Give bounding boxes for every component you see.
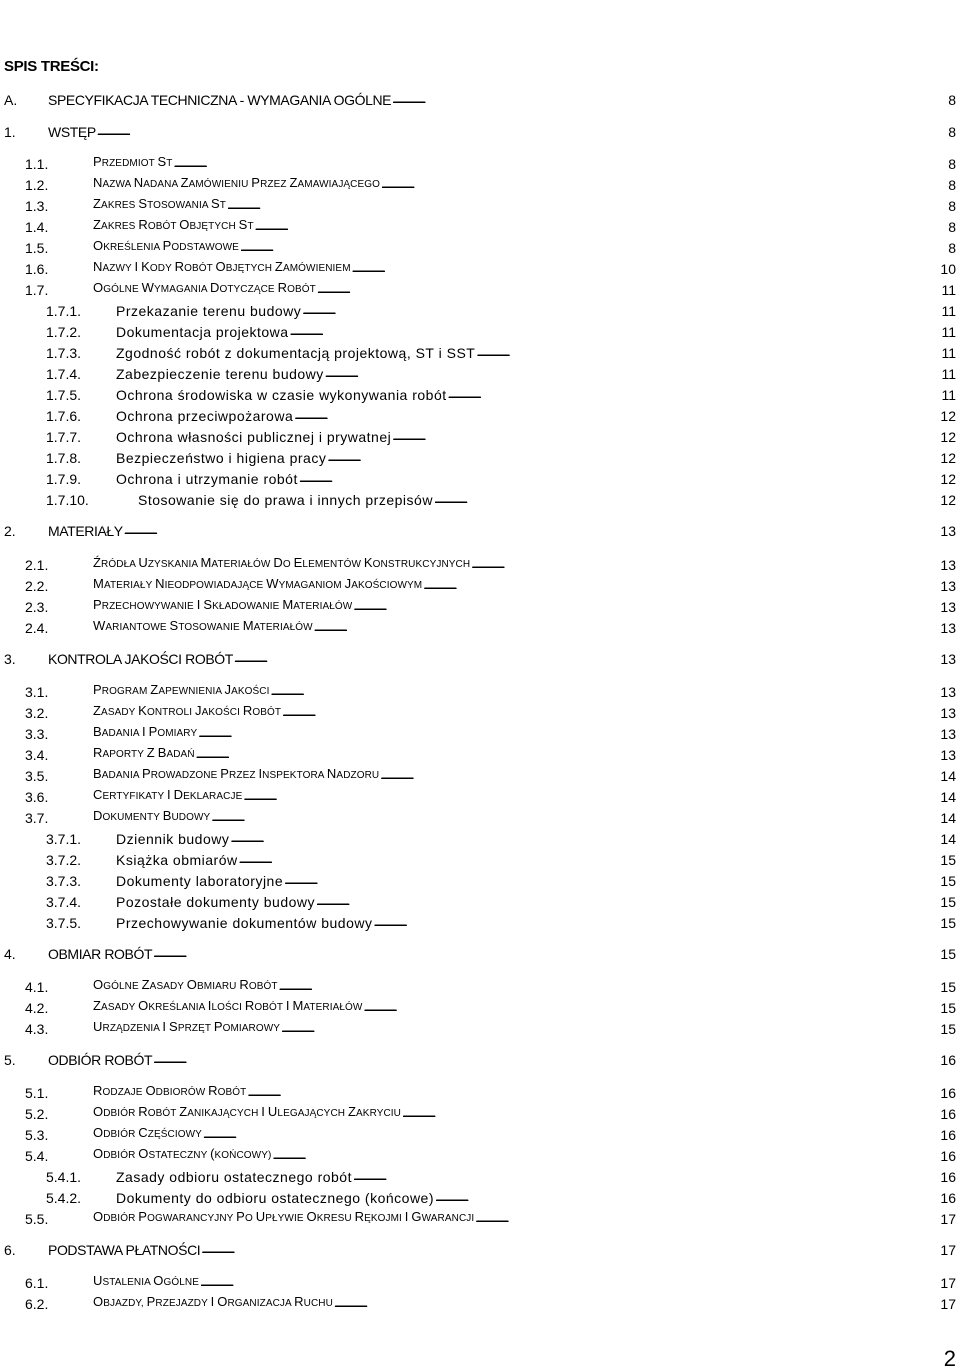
toc-entry-title: Dziennik budowy bbox=[116, 831, 230, 847]
toc-entry-page: 13 bbox=[940, 747, 956, 763]
toc-entry[interactable] bbox=[46, 869, 956, 889]
toc-entry-title: PRZECHOWYWANIE I SKŁADOWANIE MATERIAŁÓW bbox=[93, 597, 353, 612]
toc-entry-title: OGÓLNE WYMAGANIA DOTYCZĄCE ROBÓT bbox=[93, 280, 316, 295]
toc-entry-title: RODZAJE ODBIORÓW ROBÓT bbox=[93, 1083, 247, 1098]
toc-entry-title: Ochrona środowiska w czasie wykonywania robót bbox=[116, 387, 447, 403]
toc-leader-dots bbox=[234, 649, 939, 667]
toc-entry-title: Dokumenty laboratoryjne bbox=[116, 873, 284, 889]
toc-entry[interactable] bbox=[25, 257, 956, 277]
toc-entry-title: Ochrona i utrzymanie robót bbox=[116, 471, 298, 487]
toc-entry[interactable] bbox=[4, 519, 956, 539]
toc-entry-number: 5.3. bbox=[25, 1127, 49, 1143]
toc-entry-title: BADANIA I POMIARY bbox=[93, 724, 198, 739]
toc-entry-number: 1.7.8. bbox=[46, 450, 82, 466]
toc-title: SPIS TREŚCI: bbox=[4, 58, 99, 75]
toc-leader-dots bbox=[402, 1104, 938, 1122]
toc-entry-number: 3.7.5. bbox=[46, 915, 82, 931]
toc-entry-title: ZASADY KONTROLI JAKOŚCI ROBÓT bbox=[93, 703, 282, 718]
toc-entry-number: 2.4. bbox=[25, 620, 49, 636]
toc-entry[interactable] bbox=[46, 911, 956, 931]
toc-leader-dots bbox=[299, 469, 939, 487]
toc-entry[interactable] bbox=[25, 595, 956, 615]
toc-entry-page: 12 bbox=[940, 450, 956, 466]
toc-entry-number: 6.1. bbox=[25, 1275, 49, 1291]
toc-entry[interactable] bbox=[25, 152, 956, 172]
toc-entry-title: KONTROLA JAKOŚCI ROBÓT bbox=[48, 651, 233, 667]
toc-entry-number: 3.1. bbox=[25, 684, 49, 700]
toc-leader-dots bbox=[196, 745, 939, 763]
toc-leader-dots bbox=[363, 998, 938, 1016]
toc-leader-dots bbox=[174, 154, 947, 172]
toc-leader-dots bbox=[392, 90, 946, 108]
toc-entry-number: 5.4.2. bbox=[46, 1190, 82, 1206]
toc-leader-dots bbox=[471, 555, 938, 573]
toc-entry[interactable] bbox=[46, 425, 956, 445]
toc-leader-dots bbox=[203, 1125, 939, 1143]
toc-entry-title: ODBIÓR OSTATECZNY (KOŃCOWY) bbox=[93, 1146, 272, 1161]
toc-entry[interactable] bbox=[25, 743, 956, 763]
toc-entry[interactable] bbox=[4, 88, 956, 108]
toc-entry[interactable] bbox=[25, 1292, 956, 1312]
toc-entry-page: 13 bbox=[940, 599, 956, 615]
toc-leader-dots bbox=[290, 322, 940, 340]
toc-leader-dots bbox=[153, 1050, 938, 1068]
toc-leader-dots bbox=[243, 787, 938, 805]
toc-entry-page: 16 bbox=[940, 1148, 956, 1164]
toc-entry[interactable] bbox=[46, 1165, 956, 1185]
toc-entry-title: Ochrona własności publicznej i prywatnej bbox=[116, 429, 392, 445]
toc-entry-number: 1.7. bbox=[25, 282, 49, 298]
toc-entry-page: 15 bbox=[940, 1021, 956, 1037]
toc-entry[interactable] bbox=[25, 1144, 956, 1164]
toc-entry[interactable] bbox=[25, 1102, 956, 1122]
toc-entry[interactable] bbox=[25, 680, 956, 700]
toc-leader-dots bbox=[124, 521, 939, 539]
toc-entry[interactable] bbox=[25, 1207, 956, 1227]
toc-entry-page: 11 bbox=[941, 345, 956, 361]
toc-entry-number: 3.7.4. bbox=[46, 894, 82, 910]
toc-entry-page: 11 bbox=[941, 366, 956, 382]
toc-entry-page: 15 bbox=[940, 946, 956, 962]
toc-entry[interactable] bbox=[46, 299, 956, 319]
toc-entry-page: 15 bbox=[940, 894, 956, 910]
toc-entry-title: Ochrona przeciwpożarowa bbox=[116, 408, 294, 424]
toc-entry-number: 1.7.3. bbox=[46, 345, 82, 361]
toc-entry-number: 1.5. bbox=[25, 240, 49, 256]
toc-entry[interactable] bbox=[25, 701, 956, 721]
toc-entry-number: 3.2. bbox=[25, 705, 49, 721]
page-number: 2 bbox=[943, 1346, 956, 1371]
toc-entry[interactable] bbox=[25, 194, 956, 214]
toc-entry-page: 13 bbox=[940, 684, 956, 700]
toc-entry-page: 12 bbox=[940, 471, 956, 487]
toc-entry[interactable] bbox=[25, 975, 956, 995]
toc-entry-page: 17 bbox=[940, 1275, 956, 1291]
toc-leader-dots bbox=[201, 1240, 938, 1258]
toc-entry-page: 13 bbox=[940, 651, 956, 667]
toc-leader-dots bbox=[352, 259, 939, 277]
toc-entry-number: 1.7.2. bbox=[46, 324, 82, 340]
toc-entry-title: RAPORTY Z BADAŃ bbox=[93, 745, 195, 760]
toc-entry-page: 16 bbox=[940, 1052, 956, 1068]
toc-leader-dots bbox=[294, 406, 938, 424]
toc-entry-title: PODSTAWA PŁATNOŚCI bbox=[48, 1242, 201, 1258]
toc-entry-number: 2.2. bbox=[25, 578, 49, 594]
toc-entry-number: A. bbox=[4, 92, 18, 108]
toc-entry-page: 13 bbox=[940, 557, 956, 573]
toc-leader-dots bbox=[240, 238, 946, 256]
toc-entry[interactable] bbox=[25, 996, 956, 1016]
toc-entry-number: 1.7.6. bbox=[46, 408, 82, 424]
toc-leader-dots bbox=[230, 829, 938, 847]
toc-entry-number: 5.4.1. bbox=[46, 1169, 82, 1185]
toc-entry-number: 3.5. bbox=[25, 768, 49, 784]
toc-entry[interactable] bbox=[46, 467, 956, 487]
toc-entry[interactable] bbox=[46, 362, 956, 382]
toc-entry[interactable] bbox=[25, 1081, 956, 1101]
toc-entry-number: 3.7.2. bbox=[46, 852, 82, 868]
toc-entry-title: Zasady odbioru ostatecznego robót bbox=[116, 1169, 352, 1185]
toc-entry-page: 8 bbox=[948, 198, 956, 214]
toc-entry-page: 15 bbox=[940, 915, 956, 931]
toc-entry-page: 15 bbox=[940, 873, 956, 889]
toc-leader-dots bbox=[316, 892, 938, 910]
toc-leader-dots bbox=[270, 682, 938, 700]
toc-entry-page: 11 bbox=[941, 387, 956, 403]
toc-entry-number: 3.3. bbox=[25, 726, 49, 742]
toc-leader-dots bbox=[302, 301, 939, 319]
toc-entry-title: SPECYFIKACJA TECHNICZNA - WYMAGANIA OGÓLNE bbox=[48, 92, 392, 108]
toc-entry-number: 1. bbox=[4, 124, 16, 140]
toc-leader-dots bbox=[434, 490, 938, 508]
toc-entry[interactable] bbox=[4, 1048, 956, 1068]
toc-entry-page: 12 bbox=[940, 429, 956, 445]
toc-entry-number: 5.1. bbox=[25, 1085, 49, 1101]
toc-entry-number: 1.3. bbox=[25, 198, 49, 214]
toc-leader-dots bbox=[282, 703, 938, 721]
toc-entry-number: 1.4. bbox=[25, 219, 49, 235]
toc-entry-title: MATERIAŁY NIEODPOWIADAJĄCE WYMAGANIOM JAKOŚCIOWYM bbox=[93, 576, 423, 591]
toc-leader-dots bbox=[198, 724, 938, 742]
toc-entry[interactable] bbox=[25, 722, 956, 742]
toc-entry[interactable] bbox=[4, 120, 956, 140]
toc-entry-number: 1.6. bbox=[25, 261, 49, 277]
toc-entry[interactable] bbox=[25, 785, 956, 805]
toc-entry-page: 14 bbox=[940, 831, 956, 847]
toc-entry-number: 3.6. bbox=[25, 789, 49, 805]
toc-leader-dots bbox=[279, 977, 939, 995]
toc-entry-number: 4.2. bbox=[25, 1000, 49, 1016]
toc-entry-number: 5.4. bbox=[25, 1148, 49, 1164]
toc-entry-page: 10 bbox=[940, 261, 956, 277]
toc-entry[interactable] bbox=[46, 1186, 956, 1206]
toc-entry-page: 14 bbox=[940, 768, 956, 784]
toc-entry[interactable] bbox=[46, 488, 956, 508]
toc-entry-number: 1.7.5. bbox=[46, 387, 82, 403]
toc-entry-title: ODBIÓR ROBÓT bbox=[48, 1052, 153, 1068]
toc-leader-dots bbox=[281, 1019, 938, 1037]
toc-entry-title: URZĄDZENIA I SPRZĘT POMIAROWY bbox=[93, 1019, 281, 1034]
toc-entry-title: Bezpieczeństwo i higiena pracy bbox=[116, 450, 327, 466]
toc-entry-title: CERTYFIKATY I DEKLARACJE bbox=[93, 787, 243, 802]
toc-entry[interactable] bbox=[25, 278, 956, 298]
toc-entry-page: 12 bbox=[940, 408, 956, 424]
toc-entry-title: Pozostałe dokumenty budowy bbox=[116, 894, 315, 910]
toc-entry-page: 8 bbox=[948, 240, 956, 256]
toc-entry-number: 4.3. bbox=[25, 1021, 49, 1037]
toc-entry-title: ODBIÓR CZĘŚCIOWY bbox=[93, 1125, 202, 1140]
toc-entry-title: NAZWA NADANA ZAMÓWIENIU PRZEZ ZAMAWIAJĄCEGO bbox=[93, 175, 381, 190]
toc-entry-title: OBJAZDY, PRZEJAZDY I ORGANIZACJA RUCHU bbox=[93, 1294, 333, 1309]
toc-entry-title: MATERIAŁY bbox=[48, 523, 123, 539]
toc-entry[interactable] bbox=[46, 848, 956, 868]
toc-entry-title: OBMIAR ROBÓT bbox=[48, 946, 153, 962]
toc-entry[interactable] bbox=[4, 1238, 956, 1258]
toc-entry-page: 13 bbox=[940, 726, 956, 742]
toc-entry-page: 11 bbox=[941, 303, 956, 319]
toc-entry[interactable] bbox=[4, 647, 956, 667]
toc-entry-number: 1.7.9. bbox=[46, 471, 82, 487]
toc-leader-dots bbox=[448, 385, 940, 403]
toc-entry-page: 8 bbox=[948, 124, 956, 140]
toc-entry-title: PROGRAM ZAPEWNIENIA JAKOŚCI bbox=[93, 682, 270, 697]
toc-entry-page: 14 bbox=[940, 810, 956, 826]
toc-entry[interactable] bbox=[46, 890, 956, 910]
toc-entry-page: 11 bbox=[941, 282, 956, 298]
toc-entry-page: 15 bbox=[940, 1000, 956, 1016]
toc-entry-page: 8 bbox=[948, 92, 956, 108]
toc-leader-dots bbox=[381, 175, 946, 193]
toc-leader-dots bbox=[380, 766, 938, 784]
toc-entry-title: Stosowanie się do prawa i innych przepisów bbox=[138, 492, 433, 508]
toc-entry-title: ZAKRES STOSOWANIA ST bbox=[93, 196, 226, 211]
toc-entry-number: 4.1. bbox=[25, 979, 49, 995]
toc-entry[interactable] bbox=[25, 764, 956, 784]
toc-entry-title: BADANIA PROWADZONE PRZEZ INSPEKTORA NADZORU bbox=[93, 766, 380, 781]
toc-leader-dots bbox=[284, 871, 938, 889]
toc-entry-number: 2. bbox=[4, 523, 16, 539]
toc-entry-page: 16 bbox=[940, 1085, 956, 1101]
toc-entry-number: 5.5. bbox=[25, 1211, 49, 1227]
toc-entry-number: 2.3. bbox=[25, 599, 49, 615]
toc-leader-dots bbox=[334, 1294, 939, 1312]
toc-entry-page: 8 bbox=[948, 156, 956, 172]
toc-entry-title: Zabezpieczenie terenu budowy bbox=[116, 366, 324, 382]
toc-entry-number: 3. bbox=[4, 651, 16, 667]
toc-entry-number: 1.7.7. bbox=[46, 429, 82, 445]
toc-entry[interactable] bbox=[25, 574, 956, 594]
toc-entry-page: 16 bbox=[940, 1190, 956, 1206]
toc-entry-number: 1.7.10. bbox=[46, 492, 89, 508]
toc-leader-dots bbox=[227, 196, 946, 214]
toc-entry[interactable] bbox=[46, 446, 956, 466]
toc-entry-title: ŹRÓDŁA UZYSKANIA MATERIAŁÓW DO ELEMENTÓW KONSTRUKCYJNYCH bbox=[93, 555, 471, 570]
toc-entry[interactable] bbox=[4, 942, 956, 962]
toc-entry-title: OKREŚLENIA PODSTAWOWE bbox=[93, 238, 239, 253]
toc-entry-page: 15 bbox=[940, 852, 956, 868]
toc-entry[interactable] bbox=[25, 1271, 956, 1291]
toc-entry-page: 13 bbox=[940, 578, 956, 594]
toc-leader-dots bbox=[211, 808, 938, 826]
toc-entry-number: 5. bbox=[4, 1052, 16, 1068]
toc-entry-title: Książka obmiarów bbox=[116, 852, 238, 868]
toc-entry-number: 5.2. bbox=[25, 1106, 49, 1122]
toc-entry-page: 13 bbox=[940, 523, 956, 539]
toc-entry[interactable] bbox=[25, 173, 956, 193]
toc-entry-page: 16 bbox=[940, 1169, 956, 1185]
toc-leader-dots bbox=[353, 597, 938, 615]
toc-entry[interactable] bbox=[25, 1123, 956, 1143]
toc-entry-title: ODBIÓR POGWARANCYJNY PO UPŁYWIE OKRESU RĘKOJMI I GWARANCJI bbox=[93, 1209, 475, 1224]
toc-entry-title: Zgodność robót z dokumentacją projektową, ST i SST bbox=[116, 345, 476, 361]
toc-entry-title: ZAKRES ROBÓT OBJĘTYCH ST bbox=[93, 217, 254, 232]
toc-entry-number: 2.1. bbox=[25, 557, 49, 573]
toc-entry-number: 6.2. bbox=[25, 1296, 49, 1312]
toc-leader-dots bbox=[153, 944, 938, 962]
toc-entry-number: 1.1. bbox=[25, 156, 49, 172]
toc-entry[interactable] bbox=[25, 806, 956, 826]
toc-leader-dots bbox=[327, 448, 938, 466]
toc-leader-dots bbox=[475, 1209, 938, 1227]
toc-leader-dots bbox=[200, 1273, 938, 1291]
toc-entry-page: 16 bbox=[940, 1127, 956, 1143]
toc-entry-title: WSTĘP bbox=[48, 124, 96, 140]
toc-leader-dots bbox=[317, 280, 940, 298]
toc-entry-page: 17 bbox=[940, 1242, 956, 1258]
toc-entry-title: DOKUMENTY BUDOWY bbox=[93, 808, 211, 823]
toc-leader-dots bbox=[239, 850, 939, 868]
toc-entry-number: 1.2. bbox=[25, 177, 49, 193]
toc-entry[interactable] bbox=[46, 341, 956, 361]
toc-entry[interactable] bbox=[25, 616, 956, 636]
toc-entry-title: WARIANTOWE STOSOWANIE MATERIAŁÓW bbox=[93, 618, 313, 633]
toc-entry-page: 12 bbox=[940, 492, 956, 508]
toc-leader-dots bbox=[247, 1083, 938, 1101]
toc-entry-page: 17 bbox=[940, 1296, 956, 1312]
toc-leader-dots bbox=[353, 1167, 938, 1185]
toc-entry-page: 13 bbox=[940, 705, 956, 721]
toc-entry-page: 16 bbox=[940, 1106, 956, 1122]
toc-entry-title: NAZWY I KODY ROBÓT OBJĘTYCH ZAMÓWIENIEM bbox=[93, 259, 351, 274]
toc-entry[interactable] bbox=[25, 236, 956, 256]
toc-entry-title: Dokumenty do odbioru ostatecznego (końcowe) bbox=[116, 1190, 435, 1206]
toc-leader-dots bbox=[272, 1146, 938, 1164]
toc-entry-page: 8 bbox=[948, 219, 956, 235]
toc-entry-title: Przekazanie terenu budowy bbox=[116, 303, 302, 319]
toc-leader-dots bbox=[97, 122, 946, 140]
toc-entry-title: Przechowywanie dokumentów budowy bbox=[116, 915, 373, 931]
toc-entry[interactable] bbox=[46, 383, 956, 403]
toc-entry-number: 3.7.1. bbox=[46, 831, 82, 847]
toc-entry-title: OGÓLNE ZASADY OBMIARU ROBÓT bbox=[93, 977, 278, 992]
toc-entry-number: 1.7.1. bbox=[46, 303, 82, 319]
toc-entry-number: 3.4. bbox=[25, 747, 49, 763]
toc-leader-dots bbox=[314, 618, 939, 636]
toc-leader-dots bbox=[255, 217, 947, 235]
toc-entry[interactable] bbox=[46, 827, 956, 847]
toc-entry-number: 3.7.3. bbox=[46, 873, 82, 889]
toc-entry-number: 4. bbox=[4, 946, 16, 962]
toc-entry-title: Dokumentacja projektowa bbox=[116, 324, 289, 340]
toc-leader-dots bbox=[476, 343, 939, 361]
toc-entry-title: USTALENIA OGÓLNE bbox=[93, 1273, 199, 1288]
toc-entry-page: 11 bbox=[941, 324, 956, 340]
toc-entry-number: 1.7.4. bbox=[46, 366, 82, 382]
toc-leader-dots bbox=[435, 1188, 938, 1206]
toc-entry-title: ODBIÓR ROBÓT ZANIKAJĄCYCH I ULEGAJĄCYCH ZAKRYCIU bbox=[93, 1104, 402, 1119]
toc-entry-page: 14 bbox=[940, 789, 956, 805]
toc-entry-page: 13 bbox=[940, 620, 956, 636]
toc-entry[interactable] bbox=[46, 320, 956, 340]
toc-leader-dots bbox=[373, 913, 938, 931]
toc-entry[interactable] bbox=[46, 404, 956, 424]
toc-entry-title: PRZEDMIOT ST bbox=[93, 154, 173, 169]
toc-entry[interactable] bbox=[25, 1017, 956, 1037]
toc-entry[interactable] bbox=[25, 215, 956, 235]
toc-entry-page: 8 bbox=[948, 177, 956, 193]
toc-leader-dots bbox=[392, 427, 938, 445]
toc-leader-dots bbox=[423, 576, 938, 594]
toc-entry-page: 17 bbox=[940, 1211, 956, 1227]
toc-entry-number: 6. bbox=[4, 1242, 16, 1258]
toc-leader-dots bbox=[325, 364, 940, 382]
toc-entry[interactable] bbox=[25, 553, 956, 573]
toc-entry-title: ZASADY OKREŚLANIA ILOŚCI ROBÓT I MATERIAŁÓW bbox=[93, 998, 363, 1013]
toc-entry-page: 15 bbox=[940, 979, 956, 995]
toc-entry-number: 3.7. bbox=[25, 810, 49, 826]
